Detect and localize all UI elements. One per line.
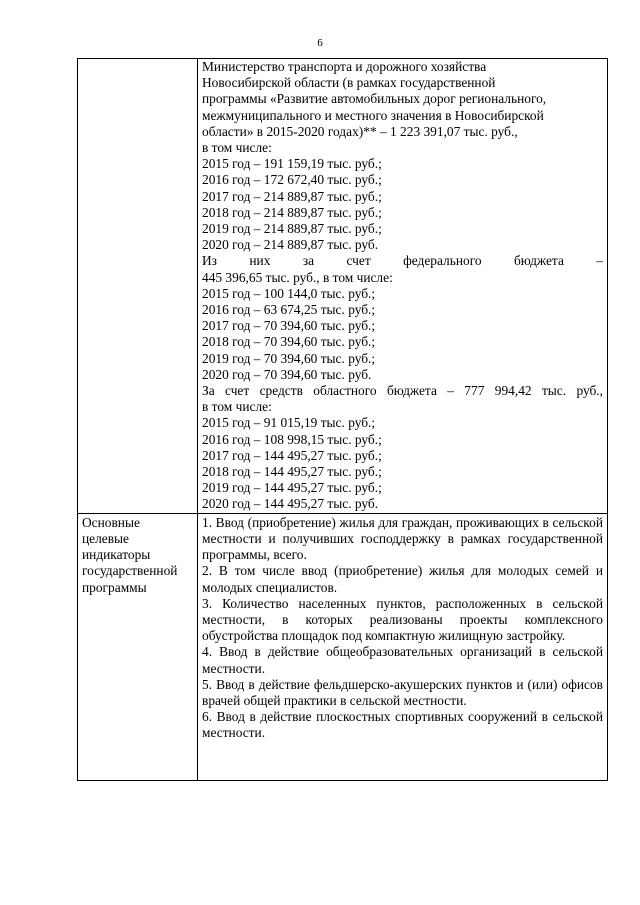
indicator-item: 2. В том числе ввод (приобретение) жилья для молодых семей и молодых специалистов. bbox=[202, 563, 603, 595]
indicators-cell bbox=[198, 513, 608, 780]
indicators-label-line: государственной bbox=[82, 563, 178, 579]
indicators-label-line: Основные bbox=[82, 514, 140, 530]
total-year-line: 2020 год – 214 889,87 тыс. руб. bbox=[202, 237, 379, 253]
total-year-line: 2016 год – 172 672,40 тыс. руб.; bbox=[202, 172, 382, 188]
total-year-line: 2018 год – 214 889,87 тыс. руб.; bbox=[202, 204, 382, 220]
intro-line: Новосибирской области (в рамках государственной bbox=[202, 75, 496, 91]
intro-line: в том числе: bbox=[202, 140, 272, 156]
financing-cell bbox=[198, 59, 608, 514]
indicator-item: 6. Ввод в действие плоскостных спортивных сооружений в сельской местности. bbox=[202, 709, 603, 741]
indicators-label-line: индикаторы bbox=[82, 547, 151, 563]
intro-line: области» в 2015-2020 годах)** – 1 223 391,07 тыс. руб., bbox=[202, 123, 518, 139]
regional-year-line: 2018 год – 144 495,27 тыс. руб.; bbox=[202, 464, 382, 480]
regional-year-line: 2019 год – 144 495,27 тыс. руб.; bbox=[202, 480, 382, 496]
federal-year-line: 2020 год – 70 394,60 тыс. руб. bbox=[202, 366, 372, 382]
intro-line: межмуниципального и местного значения в Новосибирской bbox=[202, 107, 544, 123]
page-number: 6 bbox=[317, 37, 323, 49]
intro-line: программы «Развитие автомобильных дорог регионального, bbox=[202, 91, 547, 107]
indicators-label-line: программы bbox=[82, 579, 147, 595]
regional-year-line: 2020 год – 144 495,27 тыс. руб. bbox=[202, 496, 379, 512]
federal-year-line: 2016 год – 63 674,25 тыс. руб.; bbox=[202, 302, 376, 318]
total-year-line: 2019 год – 214 889,87 тыс. руб.; bbox=[202, 221, 382, 237]
federal-year-line: 2017 год – 70 394,60 тыс. руб.; bbox=[202, 318, 376, 334]
regional-year-line: 2015 год – 91 015,19 тыс. руб.; bbox=[202, 415, 376, 431]
indicator-item: 4. Ввод в действие общеобразовательных организаций в сельской местности. bbox=[202, 644, 603, 676]
financing-label-cell bbox=[78, 59, 198, 514]
intro-line: Министерство транспорта и дорожного хозяйства bbox=[202, 59, 487, 74]
regional-budget-line: За счет средств областного бюджета – 777 994,42 тыс. руб., bbox=[202, 383, 603, 399]
federal-budget-total: 445 396,65 тыс. руб., в том числе: bbox=[202, 269, 393, 285]
indicator-item: 3. Количество населенных пунктов, расположенных в сельской местности, в которых реализованы проекты комплексного обустройства площадок под компактную жилищную застройку. bbox=[202, 595, 603, 644]
regional-budget-sub: в том числе: bbox=[202, 399, 272, 415]
federal-year-line: 2019 год – 70 394,60 тыс. руб.; bbox=[202, 350, 376, 366]
indicator-item: 5. Ввод в действие фельдшерско-акушерских пунктов и (или) офисов врачей общей практики в сельской местности. bbox=[202, 676, 603, 708]
federal-year-line: 2015 год – 100 144,0 тыс. руб.; bbox=[202, 285, 376, 301]
federal-year-line: 2018 год – 70 394,60 тыс. руб.; bbox=[202, 334, 376, 350]
indicators-label-line: целевые bbox=[82, 530, 129, 546]
passport-table bbox=[77, 58, 608, 781]
federal-budget-line: Из них за счет федерального бюджета – bbox=[202, 253, 603, 269]
financing-row bbox=[78, 59, 608, 514]
total-year-line: 2017 год – 214 889,87 тыс. руб.; bbox=[202, 188, 382, 204]
indicators-label-cell bbox=[78, 513, 198, 780]
total-year-line: 2015 год – 191 159,19 тыс. руб.; bbox=[202, 156, 382, 172]
regional-year-line: 2017 год – 144 495,27 тыс. руб.; bbox=[202, 447, 382, 463]
indicator-item: 1. Ввод (приобретение) жилья для граждан, проживающих в сельской местности и получивших господдержку в рамках государственной программы, всего. bbox=[202, 514, 603, 563]
indicators-row bbox=[78, 513, 608, 780]
regional-year-line: 2016 год – 108 998,15 тыс. руб.; bbox=[202, 431, 382, 447]
